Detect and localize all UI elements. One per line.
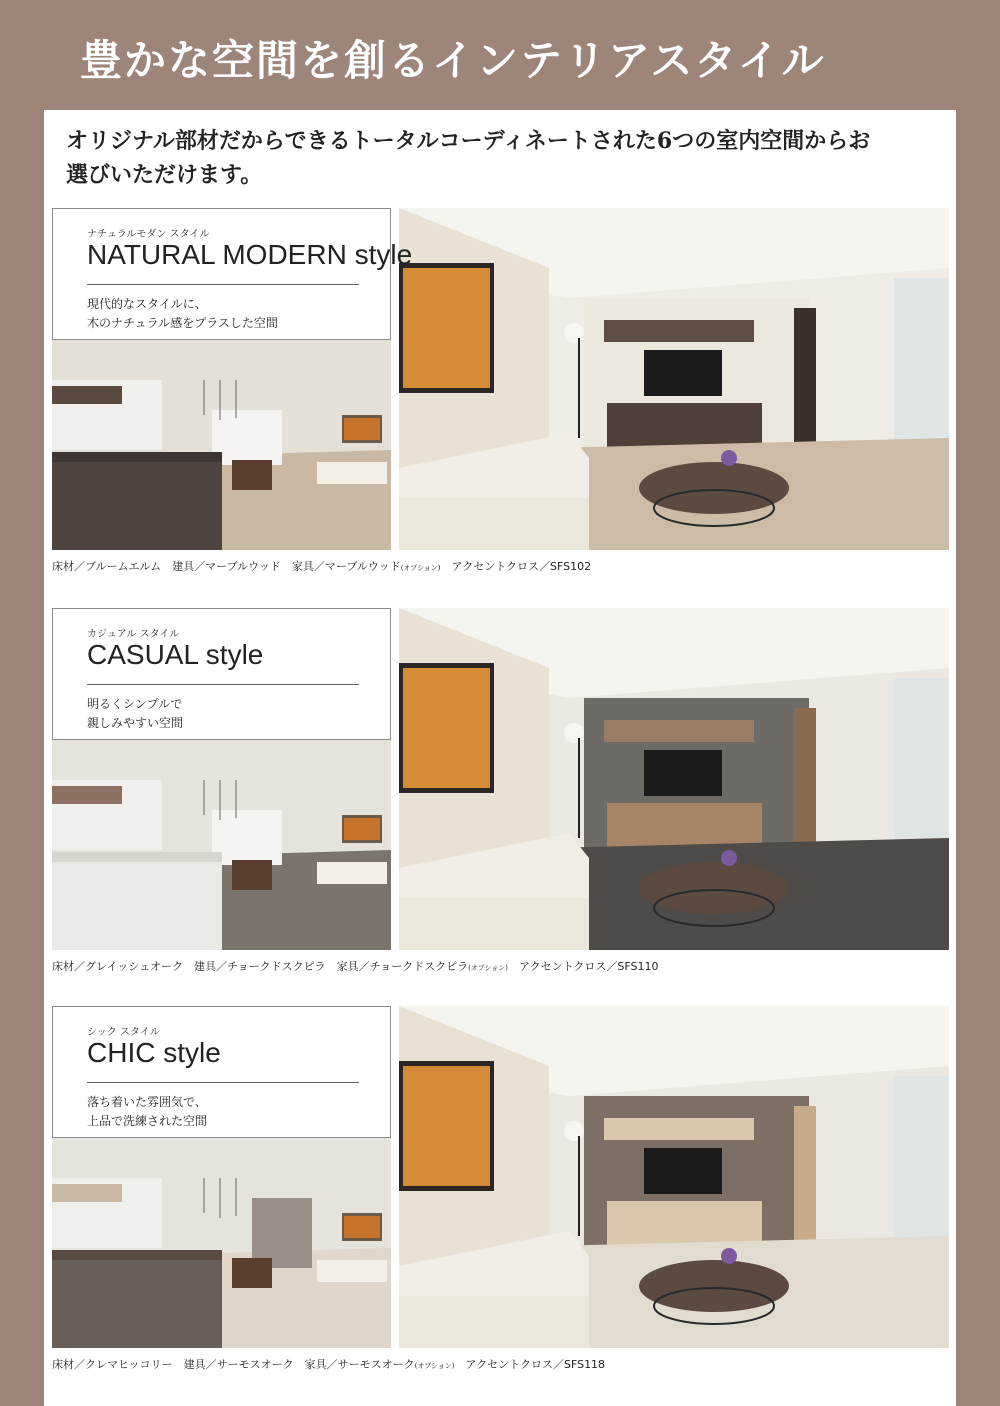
kitchen-photo: [52, 340, 391, 550]
style-section-natural-modern: [52, 208, 949, 588]
style-word: style: [205, 639, 264, 670]
caption-option: (オプション): [400, 564, 441, 572]
desc-line-1: 落ち着いた雰囲気で、: [87, 1095, 207, 1109]
style-name-en: NATURAL MODERN: [87, 239, 347, 270]
intro-line-2: 選びいただけます。: [66, 162, 263, 188]
style-name-en: CHIC: [87, 1037, 156, 1068]
living-room-photo: [399, 1006, 949, 1348]
living-room-photo: [399, 208, 949, 550]
desc-line-1: 明るくシンプルで: [87, 697, 183, 711]
materials-caption: [52, 1356, 605, 1372]
style-word: style: [163, 1037, 221, 1068]
kitchen-photo: [52, 1138, 391, 1348]
materials-caption: [52, 558, 591, 574]
style-kana: カジュアル スタイル: [87, 629, 180, 640]
style-name: [87, 239, 412, 271]
caption-main: 床材／クレマヒッコリー 建具／サーモスオーク 家具／サーモスオーク: [52, 1358, 415, 1371]
style-description: [87, 295, 278, 333]
intro-line-1: オリジナル部材だからできるトータルコーディネートされた6つの室内空間からお: [66, 128, 871, 154]
caption-tail: アクセントクロス／SFS118: [454, 1358, 606, 1371]
style-section-casual: [52, 608, 949, 988]
style-label-box: [52, 1006, 391, 1138]
living-room-photo: [399, 608, 949, 950]
kitchen-photo: [52, 740, 391, 950]
divider: [87, 684, 359, 685]
caption-tail: アクセントクロス／SFS110: [507, 960, 659, 973]
caption-option: (オプション): [468, 964, 508, 972]
style-description: [87, 695, 183, 733]
title-bar: [44, 0, 956, 110]
style-name: [87, 1037, 221, 1069]
style-label-box: [52, 208, 413, 340]
style-description: [87, 1093, 207, 1131]
desc-line-1: 現代的なスタイルに、: [87, 297, 207, 311]
divider: [87, 1082, 359, 1083]
style-label-box: [52, 608, 391, 740]
page-title: 豊かな空間を創るインテリアスタイル: [80, 36, 826, 85]
caption-option: (オプション): [414, 1362, 455, 1370]
style-name: [87, 639, 263, 671]
style-kana: シック スタイル: [87, 1027, 160, 1038]
caption-main: 床材／ブルームエルム 建具／マーブルウッド 家具／マーブルウッド: [52, 560, 401, 573]
style-name-en: CASUAL: [87, 639, 199, 670]
caption-tail: アクセントクロス／SFS102: [440, 560, 592, 573]
style-kana: ナチュラルモダン スタイル: [87, 229, 210, 240]
caption-main: 床材／グレイッシュオーク 建具／チョークドスクピラ 家具／チョークドスクピラ: [52, 960, 469, 973]
desc-line-2: 上品で洗練された空間: [87, 1114, 208, 1128]
divider: [87, 284, 359, 285]
desc-line-2: 親しみやすい空間: [87, 716, 184, 730]
intro-text: [66, 124, 946, 192]
materials-caption: [52, 958, 659, 974]
desc-line-2: 木のナチュラル感をプラスした空間: [87, 316, 278, 330]
style-section-chic: [52, 1006, 949, 1386]
style-word: style: [354, 239, 413, 270]
